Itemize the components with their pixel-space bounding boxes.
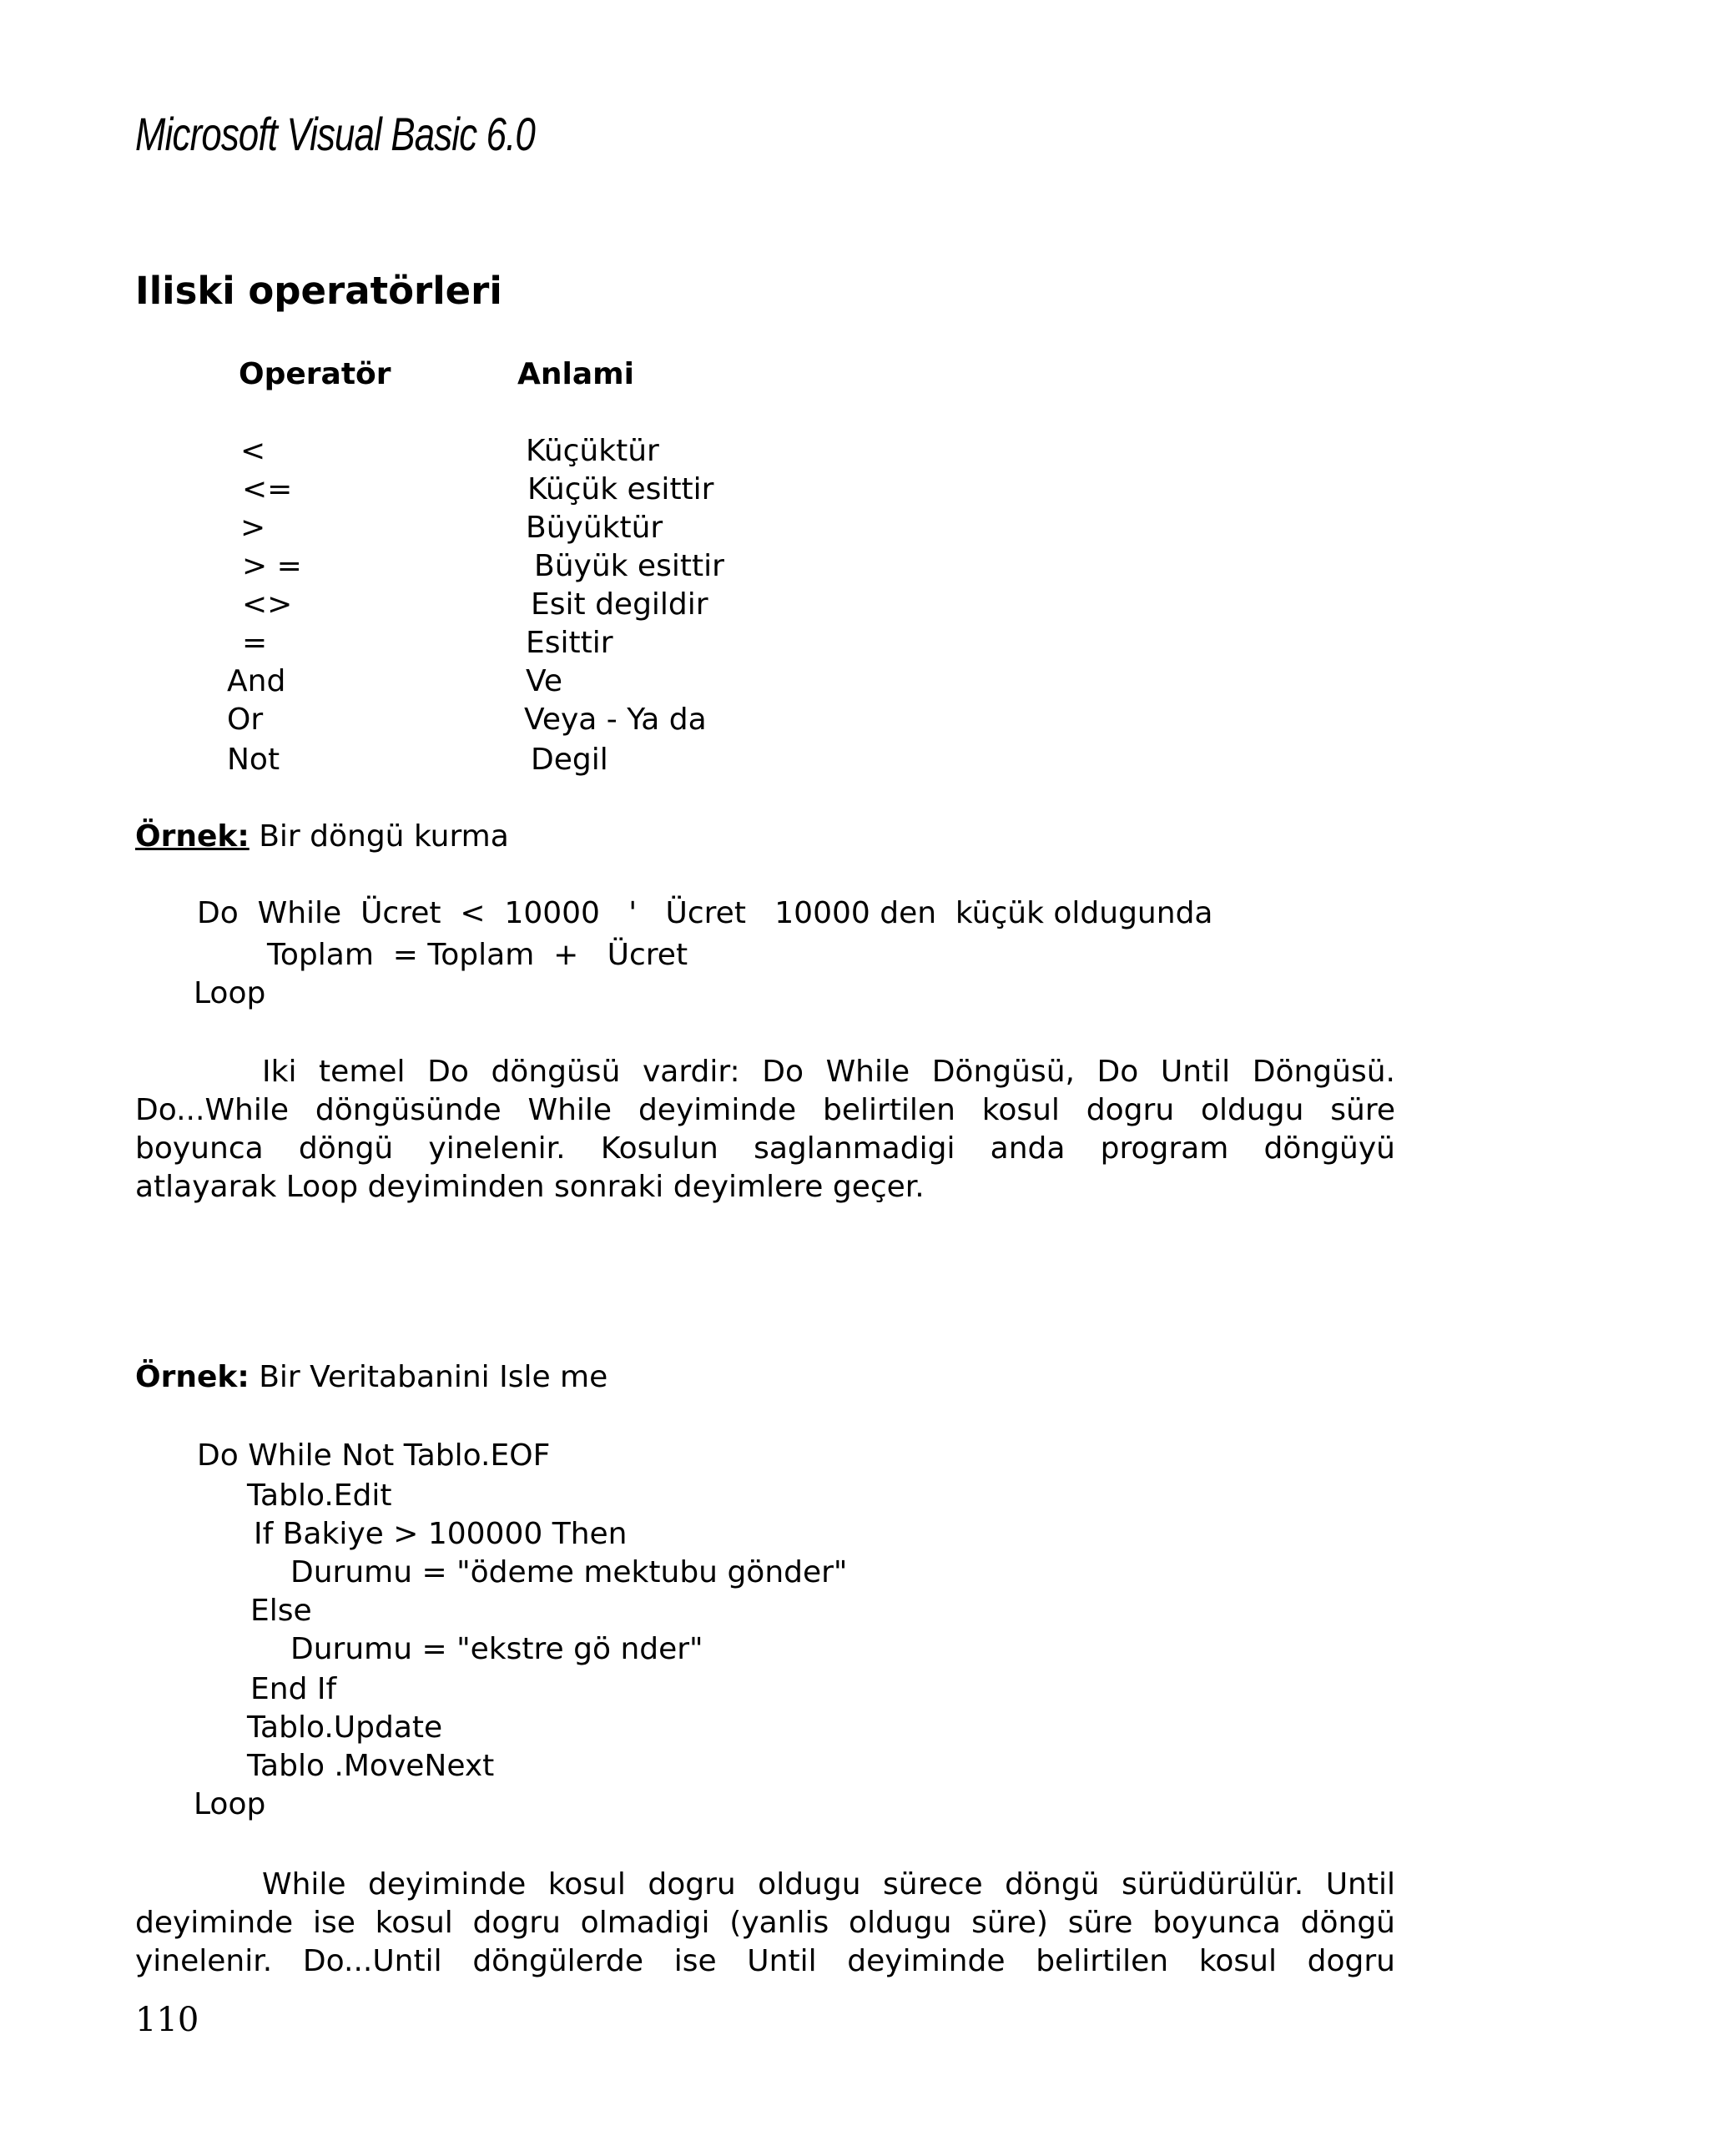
operator-cell: < [240,434,266,468]
example-description: Bir döngü kurma [249,819,509,854]
code-line: Durumu = "ödeme mektubu gönder" [290,1555,848,1589]
body-paragraph [135,1053,1395,1206]
code-line: If Bakiye > 100000 Then [254,1517,628,1551]
meaning-cell: Büyük esittir [534,549,724,583]
operator-cell: <= [242,472,293,506]
operator-cell: > [240,511,266,545]
code-line: Loop [194,1787,266,1821]
operator-cell: > = [242,549,302,583]
code-line: End If [250,1672,337,1706]
operator-cell: Or [227,703,264,737]
paragraph-line: atlayarak Loop deyiminden sonraki deyimlere geçer. [135,1170,925,1204]
operator-cell: <> [242,587,293,622]
example-label: Örnek: [135,1360,250,1394]
paragraph-line: yinelenir. Do...Until döngülerde ise Until deyiminde belirtilen kosul dogru [135,1944,1395,1978]
paragraph-line: Do...While döngüsünde While deyiminde belirtilen kosul dogru oldugu süre [135,1093,1395,1127]
operator-cell: = [242,626,268,660]
code-line: Do While Ücret < 10000 ' Ücret 10000 den küçük oldugunda [197,896,1213,930]
meaning-cell: Küçüktür [526,434,659,468]
body-paragraph [135,1866,1395,1981]
code-line: Do While Not Tablo.EOF [197,1438,551,1473]
code-line: Tablo .MoveNext [247,1749,495,1783]
paragraph-line: deyiminde ise kosul dogru olmadigi (yanlis oldugu süre) süre boyunca döngü [135,1906,1395,1940]
example-label: Örnek: [135,819,250,854]
meaning-cell: Esittir [526,626,613,660]
code-line: Else [250,1594,312,1628]
meaning-cell: Ve [526,664,562,698]
meaning-cell: Büyüktür [526,511,663,545]
code-line: Loop [194,976,266,1010]
meaning-cell: Esit degildir [531,587,708,622]
page-number: 110 [135,2001,199,2039]
code-line: Toplam = Toplam + Ücret [267,938,688,972]
operator-cell: Not [227,743,280,777]
operator-cell: And [227,664,286,698]
paragraph-line: While deyiminde kosul dogru oldugu sürece döngü sürüdürülür. Until [262,1867,1395,1902]
paragraph-line: boyunca döngü yinelenir. Kosulun saglanmadigi anda program döngüyü [135,1131,1395,1166]
meaning-cell: Veya - Ya da [524,703,707,737]
meaning-cell: Küçük esittir [527,472,714,506]
code-line: Tablo.Edit [247,1478,392,1513]
example-description: Bir Veritabanini Isle me [249,1360,608,1394]
code-line: Durumu = "ekstre gö nder" [290,1632,703,1666]
example-heading [135,1360,607,1394]
code-line: Tablo.Update [247,1710,443,1745]
running-header: Microsoft Visual Basic 6.0 [135,108,536,160]
paragraph-line: Iki temel Do döngüsü vardir: Do While Döngüsü, Do Until Döngüsü. [262,1055,1395,1089]
section-title: Iliski operatörleri [135,269,502,313]
meaning-cell: Degil [531,743,608,777]
example-heading [135,819,509,854]
meaning-column-header: Anlami [517,357,634,391]
operator-column-header: Operatör [239,357,391,391]
